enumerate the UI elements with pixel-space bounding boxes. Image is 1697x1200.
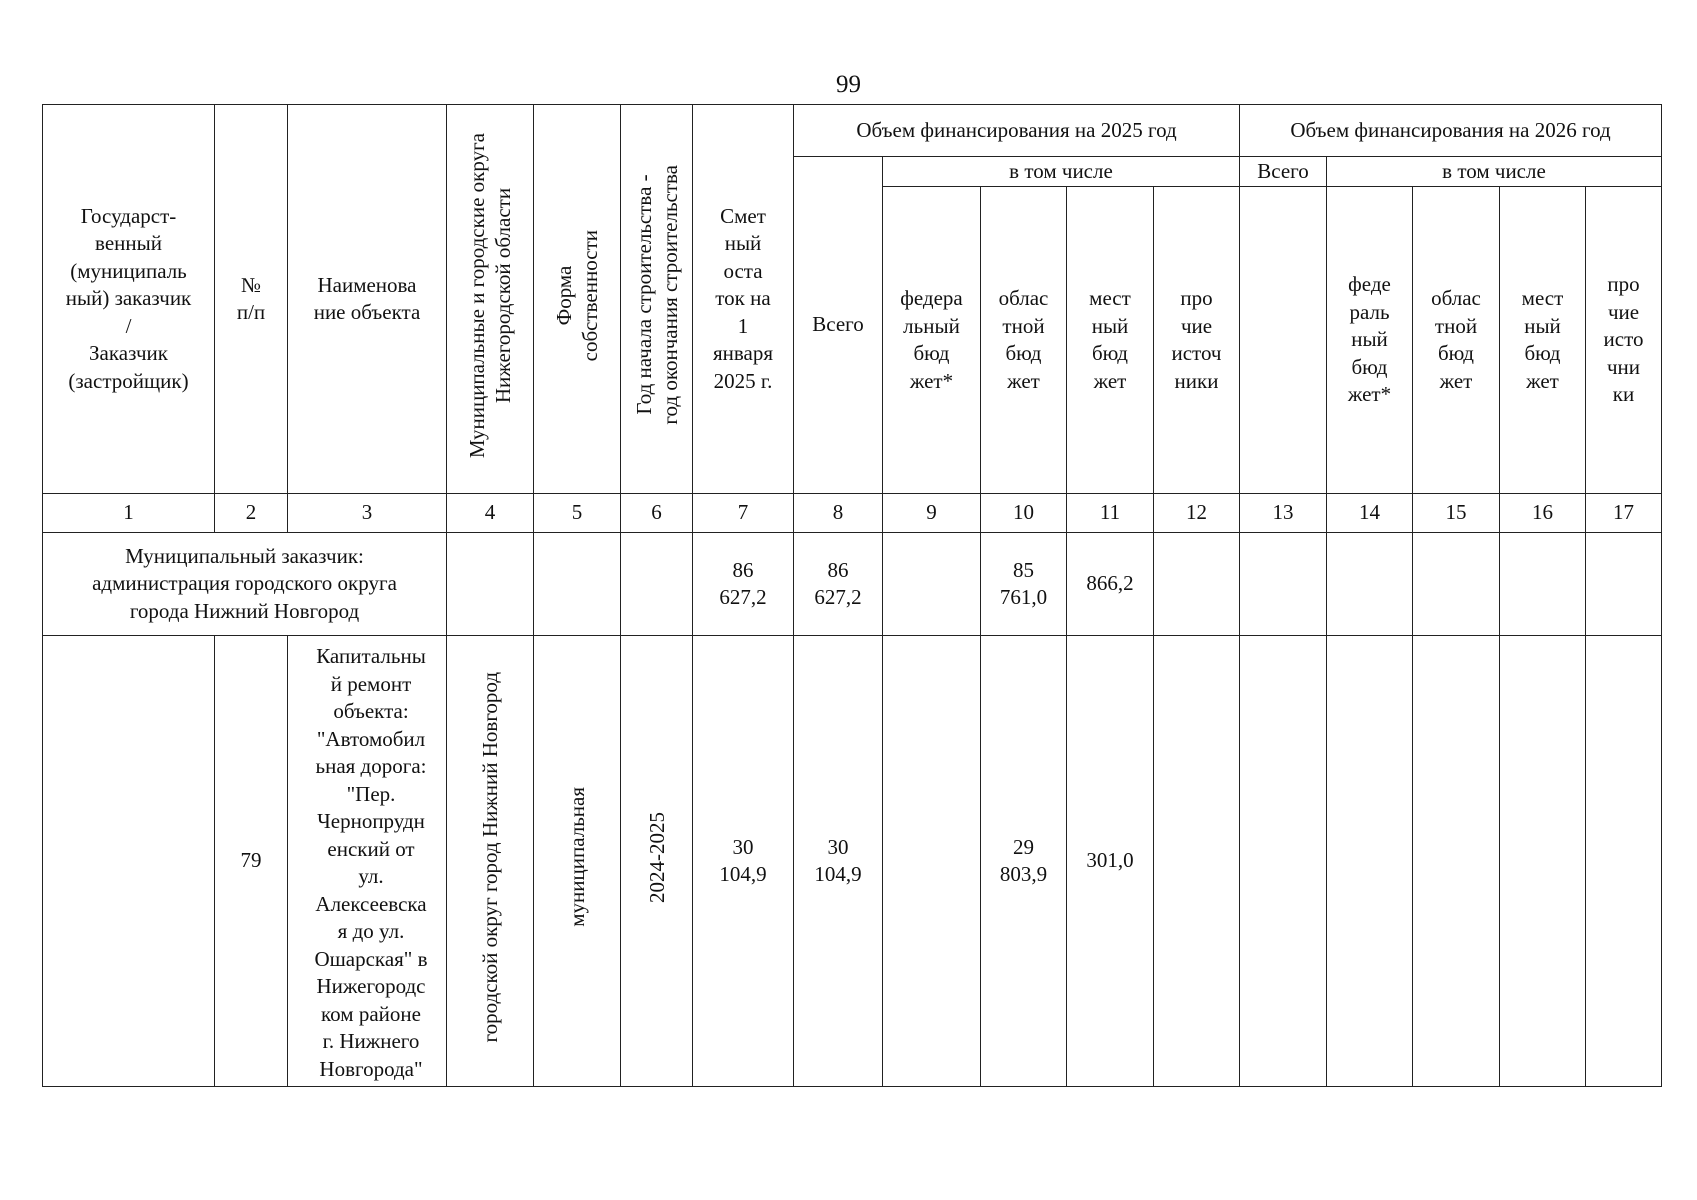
table-cell	[621, 533, 693, 636]
header-other-2026: про чие исто чни ки	[1586, 187, 1662, 494]
column-number: 10	[981, 494, 1067, 533]
column-number: 1	[43, 494, 215, 533]
customer-local-2025: 866,2	[1067, 533, 1154, 636]
column-number: 16	[1500, 494, 1586, 533]
header-regional-2026: облас тной бюд жет	[1413, 187, 1500, 494]
customer-total-2025: 86 627,2	[794, 533, 883, 636]
table-cell	[1586, 533, 1662, 636]
table-cell	[1240, 533, 1327, 636]
column-number: 9	[883, 494, 981, 533]
column-number: 14	[1327, 494, 1413, 533]
table-cell	[883, 533, 981, 636]
column-number: 6	[621, 494, 693, 533]
header-total-2026-empty	[1240, 187, 1327, 494]
header-balance: Смет ный оста ток на 1 января 2025 г.	[693, 105, 794, 494]
column-number: 11	[1067, 494, 1154, 533]
column-number-row	[43, 494, 1662, 533]
header-federal-2025: федера льный бюд жет*	[883, 187, 981, 494]
column-number: 15	[1413, 494, 1500, 533]
header-financing-2026: Объем финансирования на 2026 год	[1240, 105, 1662, 157]
table-cell	[1500, 636, 1586, 1087]
header-local-2025: мест ный бюд жет	[1067, 187, 1154, 494]
table-cell	[1327, 636, 1413, 1087]
header-including-2026: в том числе	[1327, 157, 1662, 187]
column-number: 2	[215, 494, 288, 533]
table-cell	[883, 636, 981, 1087]
object-regional-2025: 29 803,9	[981, 636, 1067, 1087]
table-cell	[1413, 636, 1500, 1087]
object-number: 79	[215, 636, 288, 1087]
table-cell	[1413, 533, 1500, 636]
header-customer: Государст- венный (муниципаль ный) заказчик / Заказчик (застройщик)	[43, 105, 215, 494]
object-total-2025: 30 104,9	[794, 636, 883, 1087]
object-row	[43, 636, 1662, 1087]
object-years: 2024-2025	[621, 636, 693, 1087]
object-district: городской округ город Нижний Новгород	[447, 636, 534, 1087]
object-ownership: муниципальная	[534, 636, 621, 1087]
column-number: 17	[1586, 494, 1662, 533]
customer-balance: 86 627,2	[693, 533, 794, 636]
table-cell	[1154, 636, 1240, 1087]
object-balance: 30 104,9	[693, 636, 794, 1087]
header-including-2025: в том числе	[883, 157, 1240, 187]
header-financing-2025: Объем финансирования на 2025 год	[794, 105, 1240, 157]
column-number: 8	[794, 494, 883, 533]
financing-table	[42, 104, 1662, 1087]
table-cell	[1327, 533, 1413, 636]
column-number: 12	[1154, 494, 1240, 533]
table-cell	[1586, 636, 1662, 1087]
header-other-2025: про чие источ ники	[1154, 187, 1240, 494]
page-number: 99	[836, 71, 861, 98]
table-cell	[43, 636, 215, 1087]
header-number: № п/п	[215, 105, 288, 494]
customer-regional-2025: 85 761,0	[981, 533, 1067, 636]
header-regional-2025: облас тной бюд жет	[981, 187, 1067, 494]
column-number: 7	[693, 494, 794, 533]
column-number: 5	[534, 494, 621, 533]
table-cell	[1500, 533, 1586, 636]
column-number: 13	[1240, 494, 1327, 533]
column-number: 3	[288, 494, 447, 533]
object-local-2025: 301,0	[1067, 636, 1154, 1087]
object-name: Капитальны й ремонт объекта: "Автомобил ьная дорога: "Пер. Чернопрудн енский от ул. Алексеевска я до ул. Ошарская" в Нижегородс ком районе г. Нижнего Новгорода"	[288, 636, 447, 1087]
table-cell	[534, 533, 621, 636]
header-local-2026: мест ный бюд жет	[1500, 187, 1586, 494]
header-years: Год начала строительства - год окончания строительства	[621, 105, 693, 494]
header-object-name: Наименова ние объекта	[288, 105, 447, 494]
table-cell	[447, 533, 534, 636]
customer-label: Муниципальный заказчик: администрация городского округа города Нижний Новгород	[43, 533, 447, 636]
header-total-2026: Всего	[1240, 157, 1327, 187]
customer-row	[43, 533, 1662, 636]
header-district: Муниципальные и городские округа Нижегородской области	[447, 105, 534, 494]
column-number: 4	[447, 494, 534, 533]
header-total-2025: Всего	[794, 157, 883, 494]
header-ownership: Форма собственности	[534, 105, 621, 494]
header-federal-2026: феде раль ный бюд жет*	[1327, 187, 1413, 494]
table-cell	[1240, 636, 1327, 1087]
table-cell	[1154, 533, 1240, 636]
